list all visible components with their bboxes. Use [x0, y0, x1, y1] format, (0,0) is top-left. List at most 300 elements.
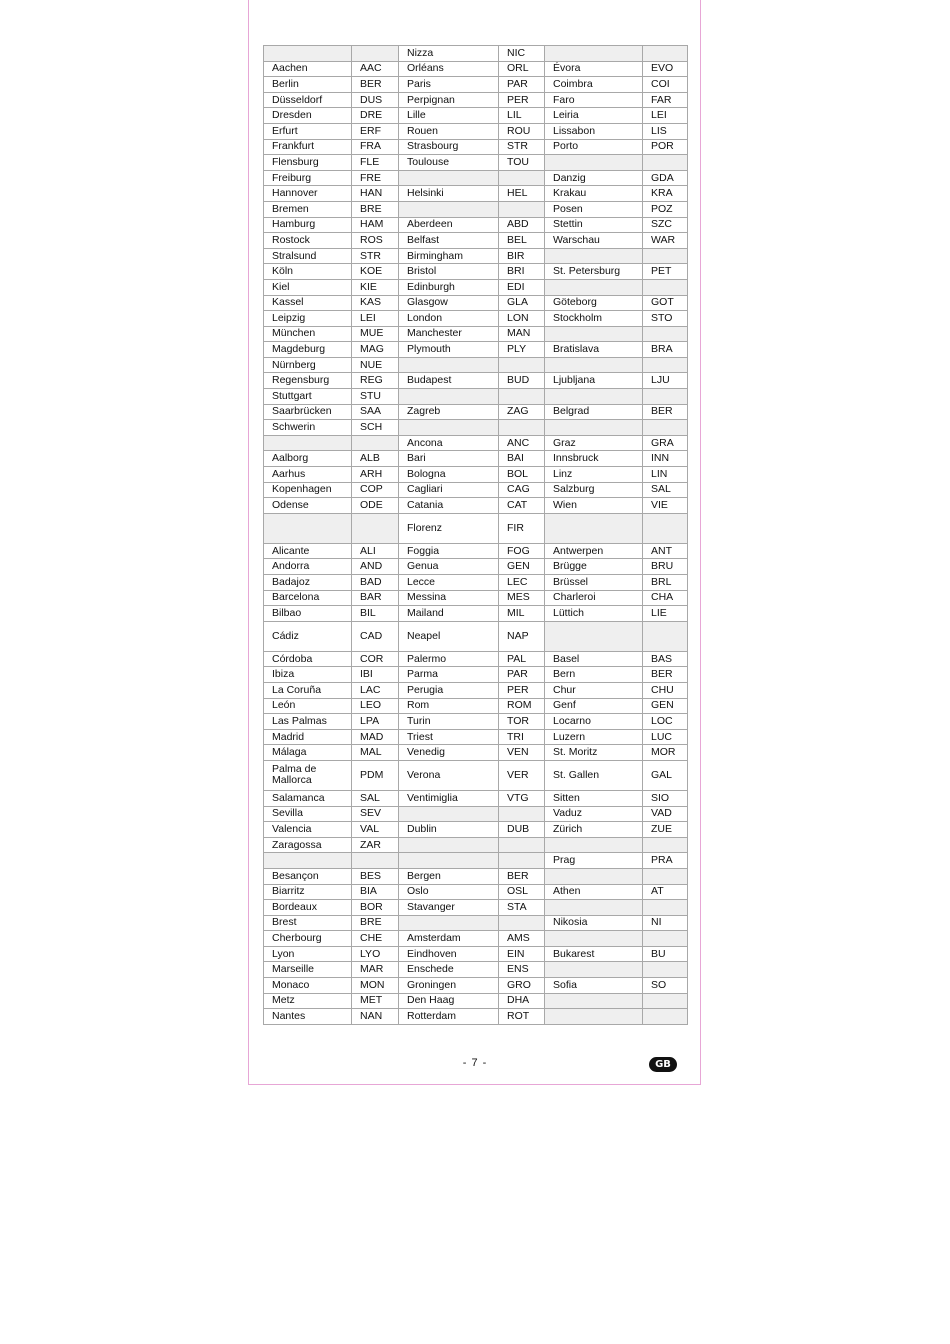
city-cell: Ibiza — [264, 667, 352, 683]
code-cell: ROT — [499, 1009, 545, 1025]
code-cell: SCH — [352, 420, 399, 436]
city-cell: Bern — [545, 667, 643, 683]
city-cell: León — [264, 698, 352, 714]
city-cell: Graz — [545, 435, 643, 451]
code-cell: POZ — [643, 201, 688, 217]
city-cell: Córdoba — [264, 651, 352, 667]
code-cell: AMS — [499, 931, 545, 947]
code-cell — [643, 357, 688, 373]
city-cell: Neapel — [399, 621, 499, 651]
city-cell: Charleroi — [545, 590, 643, 606]
city-cell: Sitten — [545, 790, 643, 806]
city-cell: Rotterdam — [399, 1009, 499, 1025]
table-row — [264, 389, 688, 405]
city-cell: Stralsund — [264, 248, 352, 264]
code-cell: SIO — [643, 790, 688, 806]
city-cell: Parma — [399, 667, 499, 683]
code-cell: TRI — [499, 729, 545, 745]
city-cell — [545, 357, 643, 373]
code-cell: MET — [352, 993, 399, 1009]
city-cell: Triest — [399, 729, 499, 745]
table-row — [264, 498, 688, 514]
city-cell: Odense — [264, 498, 352, 514]
city-cell: Bratislava — [545, 342, 643, 358]
code-cell: LIN — [643, 467, 688, 483]
city-cell — [399, 837, 499, 853]
city-cell: Helsinki — [399, 186, 499, 202]
city-cell: Venedig — [399, 745, 499, 761]
code-cell — [643, 962, 688, 978]
city-cell — [545, 900, 643, 916]
city-cell: Stockholm — [545, 311, 643, 327]
table-row — [264, 311, 688, 327]
city-cell — [399, 170, 499, 186]
city-cell — [545, 868, 643, 884]
code-cell: ENS — [499, 962, 545, 978]
table-row — [264, 233, 688, 249]
table-row — [264, 698, 688, 714]
code-cell: CAD — [352, 621, 399, 651]
table-row — [264, 651, 688, 667]
city-cell: Freiburg — [264, 170, 352, 186]
city-cell: Perugia — [399, 682, 499, 698]
city-cell: Lyon — [264, 946, 352, 962]
table-row — [264, 264, 688, 280]
city-cell: Wien — [545, 498, 643, 514]
city-cell: Bari — [399, 451, 499, 467]
city-cell: Brüssel — [545, 575, 643, 591]
code-cell: FIR — [499, 513, 545, 543]
code-cell: AT — [643, 884, 688, 900]
city-cell: Salzburg — [545, 482, 643, 498]
code-cell: BUD — [499, 373, 545, 389]
table-row — [264, 667, 688, 683]
code-cell: LUC — [643, 729, 688, 745]
city-cell: Porto — [545, 139, 643, 155]
code-cell: MAN — [499, 326, 545, 342]
city-cell: Lissabon — [545, 123, 643, 139]
code-cell — [499, 357, 545, 373]
code-cell: SEV — [352, 806, 399, 822]
code-cell — [643, 389, 688, 405]
code-cell: BRU — [643, 559, 688, 575]
code-cell: SAL — [352, 790, 399, 806]
city-cell: Cádiz — [264, 621, 352, 651]
table-row — [264, 900, 688, 916]
city-cell: Lille — [399, 108, 499, 124]
city-cell: Bergen — [399, 868, 499, 884]
city-cell: Bilbao — [264, 606, 352, 622]
city-cell: Rom — [399, 698, 499, 714]
code-cell: BRL — [643, 575, 688, 591]
table-row — [264, 186, 688, 202]
table-row — [264, 915, 688, 931]
city-cell: Manchester — [399, 326, 499, 342]
city-cell: Faro — [545, 92, 643, 108]
city-cell: Erfurt — [264, 123, 352, 139]
table-row — [264, 326, 688, 342]
city-cell: Hamburg — [264, 217, 352, 233]
city-cell: Madrid — [264, 729, 352, 745]
city-cell: Andorra — [264, 559, 352, 575]
code-cell: NAN — [352, 1009, 399, 1025]
city-cell: Innsbruck — [545, 451, 643, 467]
code-cell: LIE — [643, 606, 688, 622]
code-cell: BRA — [643, 342, 688, 358]
city-cell — [545, 420, 643, 436]
table-row — [264, 745, 688, 761]
code-cell: EVO — [643, 61, 688, 77]
code-cell: LOC — [643, 714, 688, 730]
city-cell: Nantes — [264, 1009, 352, 1025]
code-cell: LEI — [352, 311, 399, 327]
table-row — [264, 714, 688, 730]
code-cell: LON — [499, 311, 545, 327]
city-cell — [545, 837, 643, 853]
code-cell: VEN — [499, 745, 545, 761]
city-cell: Florenz — [399, 513, 499, 543]
table-row — [264, 682, 688, 698]
city-cell: München — [264, 326, 352, 342]
code-cell: BER — [499, 868, 545, 884]
table-row — [264, 46, 688, 62]
code-cell: MIL — [499, 606, 545, 622]
city-cell: Kassel — [264, 295, 352, 311]
code-cell: ODE — [352, 498, 399, 514]
code-cell: BAI — [499, 451, 545, 467]
code-cell — [643, 420, 688, 436]
city-cell: Marseille — [264, 962, 352, 978]
code-cell: BER — [643, 667, 688, 683]
city-cell: Düsseldorf — [264, 92, 352, 108]
code-cell: BOL — [499, 467, 545, 483]
code-cell: AND — [352, 559, 399, 575]
city-cell — [264, 46, 352, 62]
code-cell: VAD — [643, 806, 688, 822]
city-cell: Vaduz — [545, 806, 643, 822]
table-row — [264, 946, 688, 962]
city-cell — [399, 853, 499, 869]
code-cell: BIR — [499, 248, 545, 264]
table-row — [264, 451, 688, 467]
code-cell: NI — [643, 915, 688, 931]
city-cell — [545, 326, 643, 342]
code-cell: LIL — [499, 108, 545, 124]
code-cell — [643, 993, 688, 1009]
code-cell — [499, 201, 545, 217]
city-cell: Catania — [399, 498, 499, 514]
code-cell: EIN — [499, 946, 545, 962]
city-cell: Palma de Mallorca — [264, 760, 352, 790]
city-cell: Birmingham — [399, 248, 499, 264]
code-cell: ORL — [499, 61, 545, 77]
code-cell: BES — [352, 868, 399, 884]
code-cell: FAR — [643, 92, 688, 108]
code-cell — [352, 853, 399, 869]
code-cell: GEN — [643, 698, 688, 714]
code-cell: HAM — [352, 217, 399, 233]
table-row — [264, 543, 688, 559]
city-cell: Locarno — [545, 714, 643, 730]
code-cell: KAS — [352, 295, 399, 311]
table-row — [264, 217, 688, 233]
code-cell: ARH — [352, 467, 399, 483]
city-cell: Cagliari — [399, 482, 499, 498]
city-cell: Las Palmas — [264, 714, 352, 730]
code-cell: PLY — [499, 342, 545, 358]
table-row — [264, 155, 688, 171]
code-cell: IBI — [352, 667, 399, 683]
code-cell: MES — [499, 590, 545, 606]
city-cell — [399, 915, 499, 931]
table-row — [264, 92, 688, 108]
city-cell: Basel — [545, 651, 643, 667]
city-cell: Alicante — [264, 543, 352, 559]
table-row — [264, 590, 688, 606]
code-cell: COP — [352, 482, 399, 498]
code-cell — [499, 915, 545, 931]
code-cell: TOR — [499, 714, 545, 730]
table-row — [264, 962, 688, 978]
city-cell: Berlin — [264, 77, 352, 93]
code-cell: DHA — [499, 993, 545, 1009]
code-cell: ZAR — [352, 837, 399, 853]
code-cell: GLA — [499, 295, 545, 311]
city-cell: Salamanca — [264, 790, 352, 806]
city-cell: Genf — [545, 698, 643, 714]
city-cell: Genua — [399, 559, 499, 575]
code-cell: MON — [352, 978, 399, 994]
code-cell — [352, 513, 399, 543]
city-cell — [399, 201, 499, 217]
table-row — [264, 108, 688, 124]
code-cell: GOT — [643, 295, 688, 311]
code-cell — [643, 46, 688, 62]
city-cell: Groningen — [399, 978, 499, 994]
table-row — [264, 342, 688, 358]
code-cell: BRE — [352, 915, 399, 931]
code-cell — [643, 513, 688, 543]
code-cell: PER — [499, 92, 545, 108]
city-cell — [545, 1009, 643, 1025]
code-cell: GEN — [499, 559, 545, 575]
code-cell — [499, 389, 545, 405]
table-row — [264, 806, 688, 822]
code-cell — [643, 326, 688, 342]
city-cell: Kopenhagen — [264, 482, 352, 498]
city-cell: Besançon — [264, 868, 352, 884]
city-cell: Athen — [545, 884, 643, 900]
code-cell: ANT — [643, 543, 688, 559]
city-cell: Magdeburg — [264, 342, 352, 358]
code-cell: GAL — [643, 760, 688, 790]
code-cell — [643, 900, 688, 916]
code-cell: LYO — [352, 946, 399, 962]
city-cell: Aachen — [264, 61, 352, 77]
city-cell: Ventimiglia — [399, 790, 499, 806]
table-row — [264, 61, 688, 77]
code-cell: BU — [643, 946, 688, 962]
city-cell: Cherbourg — [264, 931, 352, 947]
code-cell: HAN — [352, 186, 399, 202]
code-cell: KRA — [643, 186, 688, 202]
code-cell: OSL — [499, 884, 545, 900]
city-cell: Regensburg — [264, 373, 352, 389]
code-cell: GDA — [643, 170, 688, 186]
code-cell: DUB — [499, 822, 545, 838]
city-cell: Palermo — [399, 651, 499, 667]
city-cell: Ljubljana — [545, 373, 643, 389]
code-cell — [643, 621, 688, 651]
city-cell — [264, 513, 352, 543]
city-cell: Hannover — [264, 186, 352, 202]
city-cell: Köln — [264, 264, 352, 280]
city-cell: Málaga — [264, 745, 352, 761]
code-cell: SO — [643, 978, 688, 994]
city-cell — [545, 46, 643, 62]
code-cell: BAD — [352, 575, 399, 591]
code-cell: SAA — [352, 404, 399, 420]
code-cell: EDI — [499, 279, 545, 295]
city-cell: Bremen — [264, 201, 352, 217]
city-cell — [545, 155, 643, 171]
city-cell: Plymouth — [399, 342, 499, 358]
city-cell: St. Gallen — [545, 760, 643, 790]
code-cell: LEO — [352, 698, 399, 714]
table-row — [264, 837, 688, 853]
city-cell: Belgrad — [545, 404, 643, 420]
code-cell: PAR — [499, 667, 545, 683]
table-row — [264, 404, 688, 420]
city-cell: Stavanger — [399, 900, 499, 916]
table-row — [264, 435, 688, 451]
city-cell: Zagreb — [399, 404, 499, 420]
city-cell: Schwerin — [264, 420, 352, 436]
city-cell: St. Moritz — [545, 745, 643, 761]
table-row — [264, 760, 688, 790]
city-cell: Warschau — [545, 233, 643, 249]
code-cell: FRE — [352, 170, 399, 186]
code-cell: NUE — [352, 357, 399, 373]
city-cell — [545, 621, 643, 651]
code-cell: BEL — [499, 233, 545, 249]
code-cell: STR — [352, 248, 399, 264]
code-cell: PDM — [352, 760, 399, 790]
table-row — [264, 139, 688, 155]
city-cell: Bologna — [399, 467, 499, 483]
code-cell: SZC — [643, 217, 688, 233]
city-cell: Chur — [545, 682, 643, 698]
city-cell: Rouen — [399, 123, 499, 139]
code-cell: BRI — [499, 264, 545, 280]
code-cell: CHE — [352, 931, 399, 947]
city-cell — [545, 962, 643, 978]
code-cell: BOR — [352, 900, 399, 916]
code-cell: VIE — [643, 498, 688, 514]
table-row — [264, 420, 688, 436]
code-cell: GRA — [643, 435, 688, 451]
city-cell: Turin — [399, 714, 499, 730]
city-cell: Oslo — [399, 884, 499, 900]
city-cell: Amsterdam — [399, 931, 499, 947]
city-code-table — [263, 45, 688, 1025]
table-row — [264, 170, 688, 186]
city-cell: Rostock — [264, 233, 352, 249]
code-cell: ZAG — [499, 404, 545, 420]
code-cell: KOE — [352, 264, 399, 280]
city-cell: Flensburg — [264, 155, 352, 171]
code-cell: ROU — [499, 123, 545, 139]
code-cell: PAR — [499, 77, 545, 93]
table-row — [264, 295, 688, 311]
code-cell: LEI — [643, 108, 688, 124]
table-row — [264, 467, 688, 483]
table-row — [264, 822, 688, 838]
code-cell: VER — [499, 760, 545, 790]
code-cell: MOR — [643, 745, 688, 761]
city-cell: Barcelona — [264, 590, 352, 606]
city-cell: Dresden — [264, 108, 352, 124]
city-cell — [545, 389, 643, 405]
code-cell: PET — [643, 264, 688, 280]
code-cell: BRE — [352, 201, 399, 217]
code-cell: COR — [352, 651, 399, 667]
code-cell: LEC — [499, 575, 545, 591]
table-row — [264, 790, 688, 806]
city-cell — [399, 420, 499, 436]
city-cell — [545, 993, 643, 1009]
code-cell: ABD — [499, 217, 545, 233]
city-cell — [399, 357, 499, 373]
city-cell: Monaco — [264, 978, 352, 994]
code-cell: VAL — [352, 822, 399, 838]
code-cell: PRA — [643, 853, 688, 869]
table-row — [264, 621, 688, 651]
city-cell: Badajoz — [264, 575, 352, 591]
city-cell: Stettin — [545, 217, 643, 233]
city-cell: Mailand — [399, 606, 499, 622]
code-cell: MAL — [352, 745, 399, 761]
table-row — [264, 853, 688, 869]
code-cell: LJU — [643, 373, 688, 389]
code-cell: MAD — [352, 729, 399, 745]
table-row — [264, 978, 688, 994]
city-cell: Bristol — [399, 264, 499, 280]
city-cell: Bordeaux — [264, 900, 352, 916]
city-cell: Budapest — [399, 373, 499, 389]
table-row — [264, 729, 688, 745]
table-row — [264, 513, 688, 543]
table-row — [264, 559, 688, 575]
code-cell: NIC — [499, 46, 545, 62]
table-row — [264, 575, 688, 591]
city-cell: Strasbourg — [399, 139, 499, 155]
table-row — [264, 606, 688, 622]
city-cell: Toulouse — [399, 155, 499, 171]
city-cell: La Coruña — [264, 682, 352, 698]
code-cell: LIS — [643, 123, 688, 139]
code-cell — [643, 837, 688, 853]
code-cell: PER — [499, 682, 545, 698]
code-cell — [499, 170, 545, 186]
code-cell: MAR — [352, 962, 399, 978]
city-cell: Valencia — [264, 822, 352, 838]
table-row — [264, 279, 688, 295]
city-cell: Nizza — [399, 46, 499, 62]
code-cell: ROM — [499, 698, 545, 714]
table-row — [264, 123, 688, 139]
city-cell: Nürnberg — [264, 357, 352, 373]
